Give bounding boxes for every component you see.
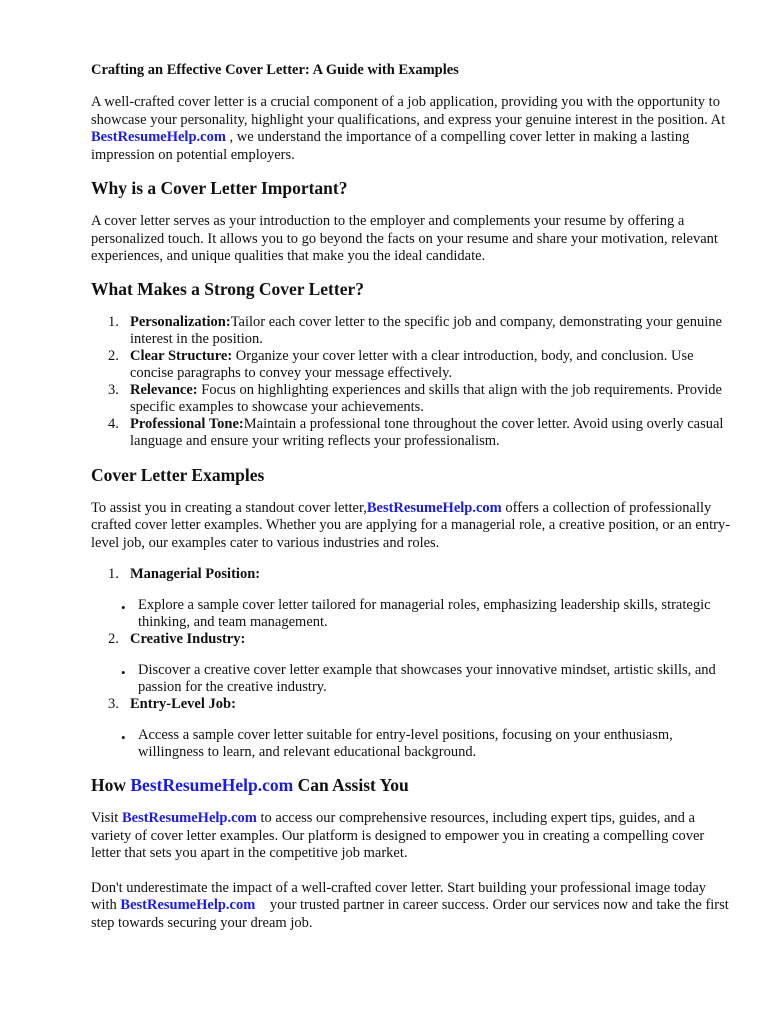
assist-paragraph (91, 810, 731, 863)
heading-assist (91, 775, 731, 796)
heading-strong-letter: What Makes a Strong Cover Letter? (91, 278, 364, 299)
closing-paragraph (91, 880, 731, 933)
list-number: 2. (108, 347, 119, 364)
example-bullet (121, 597, 731, 631)
closing-text-end: your trusted partner in career success. Order our services now and take the first step towards securing your dream job. (91, 897, 733, 931)
bullet-text: Access a sample cover letter suitable for entry-level positions, focusing on your enthusiasm, willingness to learn, and relevant educational background. (138, 727, 673, 760)
intro-site-link[interactable]: BestResumeHelp.com (91, 129, 226, 145)
document-title: Crafting an Effective Cover Letter: A Guide with Examples (91, 62, 459, 78)
heading-why-important: Why is a Cover Letter Important? (91, 178, 348, 198)
example-bullet (121, 727, 731, 761)
list-text: Maintain a professional tone throughout the cover letter. Avoid using overly casual language and ensure your writing reflects your professionalism. (130, 415, 724, 449)
list-text: Focus on highlighting experiences and skills that align with the job requirements. Provide specific examples to showcase your achievements. (130, 381, 722, 415)
list-item (91, 314, 731, 348)
bullet-icon: • (121, 665, 126, 680)
assist-heading-end: Can Assist You (293, 775, 409, 795)
list-item (91, 696, 731, 761)
example-heading: Managerial Position: (130, 566, 261, 582)
examples-list (91, 566, 731, 761)
example-heading: Entry-Level Job: (130, 696, 236, 712)
list-term: Relevance: (130, 381, 198, 398)
list-number: 1. (108, 313, 119, 330)
assist-heading-link[interactable]: BestResumeHelp.com (130, 775, 294, 795)
example-heading: Creative Industry: (130, 631, 246, 647)
list-text: Organize your cover letter with a clear introduction, body, and conclusion. Use concise paragraphs to convey your message effectively. (130, 347, 694, 381)
list-item (91, 566, 731, 631)
examples-text-start: To assist you in creating a standout cover letter, (91, 499, 367, 516)
list-term: Professional Tone: (130, 415, 244, 432)
list-number: 2. (108, 631, 119, 647)
bullet-text: Explore a sample cover letter tailored for managerial roles, emphasizing leadership skills, strategic thinking, and team management. (138, 597, 711, 630)
list-item (91, 631, 731, 696)
assist-site-link[interactable]: BestResumeHelp.com (121, 810, 257, 826)
list-term: Personalization: (130, 313, 231, 330)
list-number: 3. (108, 696, 119, 712)
list-item (91, 416, 731, 450)
list-number: 1. (108, 566, 119, 582)
list-term: Clear Structure: (130, 347, 233, 364)
list-number: 3. (108, 381, 119, 398)
intro-text-start: A well-crafted cover letter is a crucial component of a job application, providing you with the opportunity to showcase your personality, highlight your qualifications, and express your genuine interest in the position. At (91, 94, 726, 128)
why-paragraph: A cover letter serves as your introduction to the employer and complements your resume by offering a personalized touch. It allows you to go beyond the facts on your resume and share your motivation, relevant experiences, and unique qualities that make you the ideal candidate. (91, 213, 718, 264)
heading-examples: Cover Letter Examples (91, 464, 265, 485)
assist-text-start: Visit (91, 810, 122, 826)
closing-text-start: Don't underestimate the impact of a well-crafted cover letter. Start building your professional image today with (91, 879, 707, 913)
examples-text-end: offers a collection of professionally crafted cover letter examples. Whether you are applying for a managerial role, a creative position, or an entry-level job, our examples cater to various industries and roles. (91, 499, 731, 551)
list-item (91, 348, 731, 382)
intro-text-end: , we understand the importance of a compelling cover letter in making a lasting impression on potential employers. (91, 129, 690, 163)
examples-paragraph (91, 500, 731, 553)
assist-heading-start: How (91, 775, 131, 795)
bullet-icon: • (121, 600, 126, 615)
list-text: Tailor each cover letter to the specific job and company, demonstrating your genuine interest in the position. (130, 313, 722, 347)
closing-site-link[interactable]: BestResumeHelp.com (120, 897, 256, 913)
intro-paragraph (91, 94, 731, 164)
bullet-icon: • (121, 730, 126, 745)
list-item (91, 382, 731, 416)
list-number: 4. (108, 415, 119, 432)
bullet-text: Discover a creative cover letter example that showcases your innovative mindset, artistic skills, and passion for the creative industry. (138, 662, 716, 695)
examples-site-link[interactable]: BestResumeHelp.com (366, 499, 502, 516)
assist-text-end: to access our comprehensive resources, including expert tips, guides, and a variety of cover letter examples. Our platform is designed to empower you in creating a compelling cover letter that sets you apart in the competitive job market. (91, 810, 705, 861)
document-page (91, 62, 731, 932)
strong-letter-list (91, 314, 731, 450)
example-bullet (121, 662, 731, 696)
